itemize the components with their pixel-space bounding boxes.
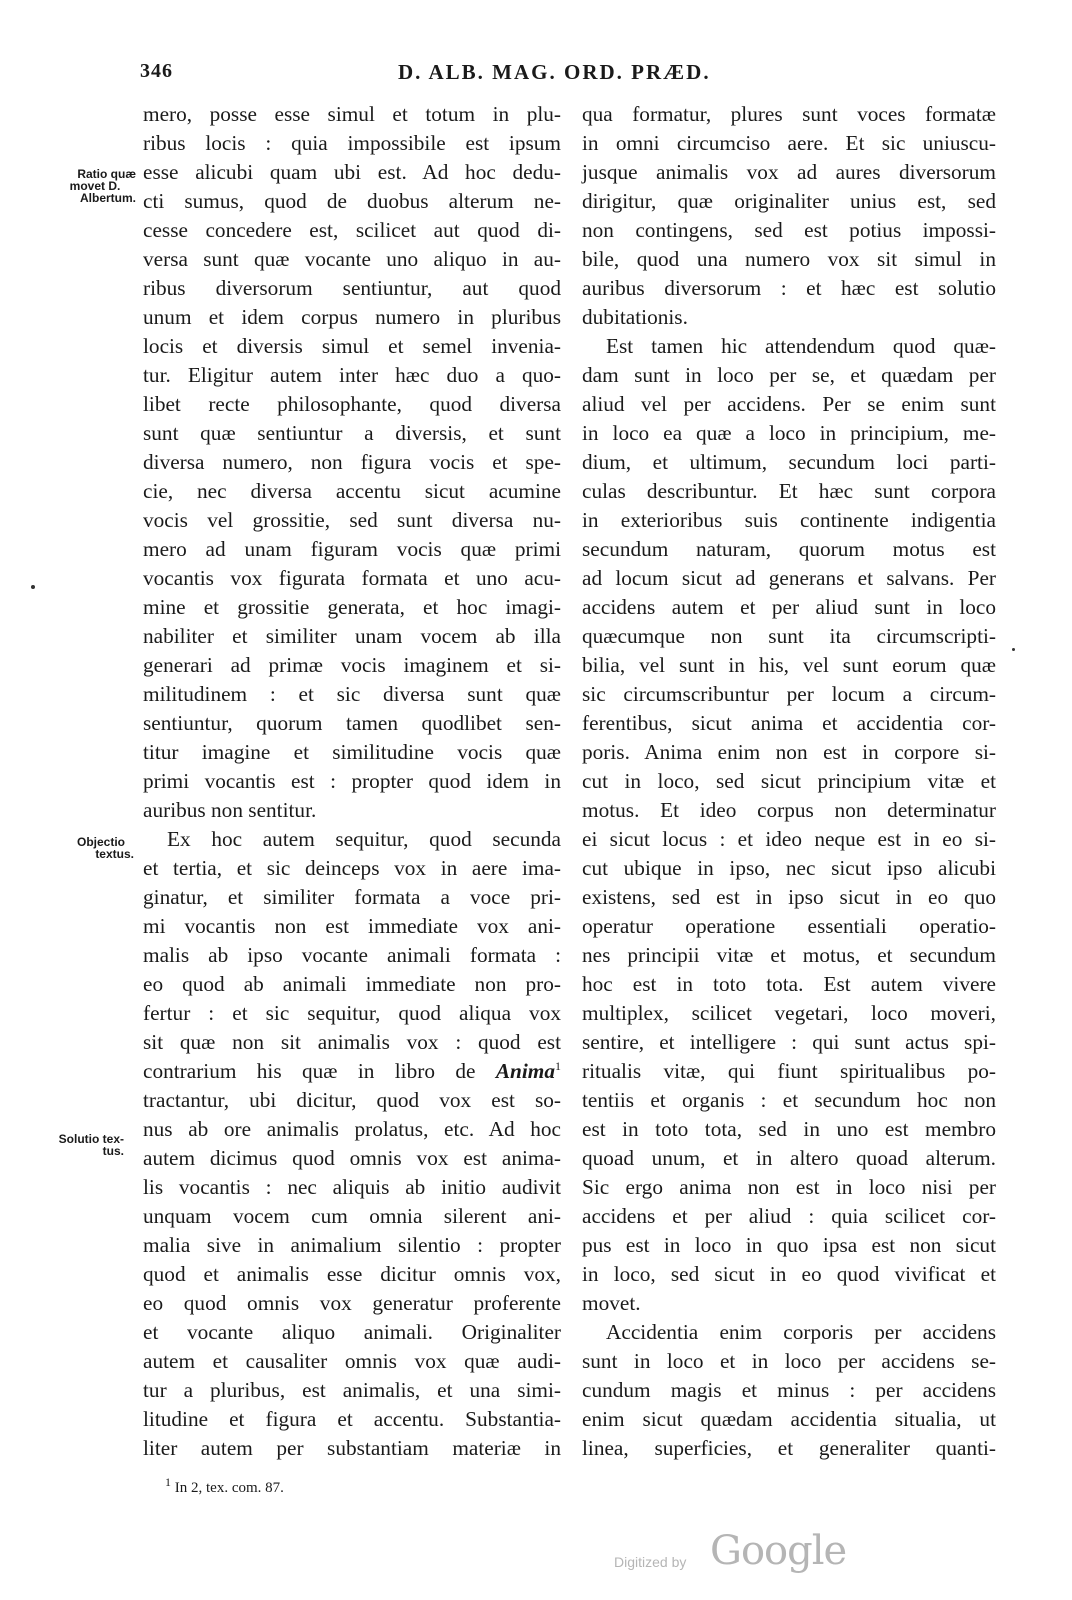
text-line: unum et idem corpus numero in pluribus	[143, 305, 561, 329]
text-line: et vocante aliquo animali. Originaliter	[143, 1320, 561, 1344]
text-line: titur imagine et similitudine vocis quæ	[143, 740, 561, 764]
text-line: cut in loco, sed sicut principium vitæ et	[582, 769, 996, 793]
footnote-marker: 1	[165, 1475, 171, 1489]
margin-note-line: Objectio	[76, 835, 125, 849]
text-line: militudinem : et sic diversa sunt quæ	[143, 682, 561, 706]
margin-note-ratio	[54, 168, 136, 204]
footnote-marker: 1	[555, 1058, 561, 1073]
text-line: libet recte philosophante, quod diversa	[143, 392, 561, 416]
text-line: in loco, sed sicut in eo quod vivificat et	[582, 1262, 996, 1286]
text-line: eo quod ab animali immediate non pro-	[143, 972, 561, 996]
text-line: mine et grossitie generata, et hoc imagi-	[143, 595, 561, 619]
text-line: malis ab ipso vocante animali formata :	[143, 943, 561, 967]
footnote	[165, 1475, 284, 1497]
text-line: bilia, vel sunt in his, vel sunt eorum quæ	[582, 653, 996, 677]
text-line: quæcumque non sunt ita circumscripti-	[582, 624, 996, 648]
text-line: dam sunt in loco per se, et quædam per	[582, 363, 996, 387]
text-line: litudine et figura et accentu. Substantia-	[143, 1407, 561, 1431]
page-header	[0, 60, 1072, 94]
text-line: ferentibus, sicut anima et accidentia cor-	[582, 711, 996, 735]
text-line: sic circumscribuntur per locum a circum-	[582, 682, 996, 706]
text-line: est in toto tota, sed in uno est membro	[582, 1117, 996, 1141]
watermark-google-logo: Google	[710, 1528, 847, 1574]
paragraph	[143, 825, 561, 1057]
text-line: quoad unum, et in altero quoad alterum.	[582, 1146, 996, 1170]
text-line: quod et animalis esse dicitur omnis vox,	[143, 1262, 561, 1286]
paragraph	[582, 332, 996, 1318]
text-line: motus. Et ideo corpus non determinatur	[582, 798, 996, 822]
text-line: ei sicut locus : et ideo neque est in eo si-	[582, 827, 996, 851]
text-line: auribus non sentitur.	[143, 798, 317, 822]
text-line: et tertia, et sic deinceps vox in aere ima-	[143, 856, 561, 880]
margin-note-line: Ratio quæ	[77, 167, 136, 181]
text-line: in loco ea quæ a loco in principium, me-	[582, 421, 996, 445]
text-line: pus est in loco in quo ipsa est non sicut	[582, 1233, 996, 1257]
margin-note-line: movet D.	[69, 179, 121, 193]
text-line: autem et causaliter omnis vox quæ audi-	[143, 1349, 561, 1373]
text-line: culas describuntur. Et hæc sunt corpora	[582, 479, 996, 503]
text-line: locis et diversis simul et semel invenia-	[143, 334, 561, 358]
text-line: cut ubique in ipso, nec sicut ipso alicubi	[582, 856, 996, 880]
text-line: nes principii vitæ et motus, et secundum	[582, 943, 996, 967]
paragraph	[582, 1318, 996, 1463]
text-line: mero ad unam figuram vocis quæ primi	[143, 537, 561, 561]
text-line: hoc est in toto tota. Est autem vivere	[582, 972, 996, 996]
paragraph	[143, 1086, 561, 1463]
text-line: auribus diversorum : et hæc est solutio	[582, 276, 996, 300]
text-line: linea, superficies, et generaliter quanti-	[582, 1436, 996, 1460]
text-line: tur. Eligitur autem inter hæc duo a quo-	[143, 363, 561, 387]
text-line: liter autem per substantiam materiæ in	[143, 1436, 561, 1460]
text-line: vocantis vox figurata formata et uno acu-	[143, 566, 561, 590]
text-line: Est tamen hic attendendum quod quæ-	[606, 334, 996, 358]
text-line: tentiis et organis : et secundum hoc non	[582, 1088, 996, 1112]
paragraph	[143, 100, 561, 825]
book-title-anima: Anima	[495, 1059, 555, 1083]
text-line: accidens et per aliud : quia scilicet cor-	[582, 1204, 996, 1228]
text-line: cesse concedere est, scilicet aut quod di-	[143, 218, 561, 242]
text-line: fertur : et sic sequitur, quod aliqua vox	[143, 1001, 561, 1025]
text-line: Accidentia enim corporis per accidens	[606, 1320, 996, 1344]
text-line: unquam vocem cum omnia silerent ani-	[143, 1204, 561, 1228]
text-line: cie, nec diversa accentu sicut acumine	[143, 479, 561, 503]
text-line: dium, et ultimum, secundum loci parti-	[582, 450, 996, 474]
watermark-small-text: Digitized by	[614, 1554, 687, 1570]
text-line: secundum naturam, quorum motus est	[582, 537, 996, 561]
text-line: ginatur, et similiter formata a voce pri-	[143, 885, 561, 909]
scan-speck	[31, 585, 35, 589]
text-line: primi vocantis est : propter quod idem in	[143, 769, 561, 793]
text-line	[143, 1057, 561, 1086]
text-line: mero, posse esse simul et totum in plu-	[143, 102, 561, 126]
text-line: dubitationis.	[582, 305, 688, 329]
text-line: versa sunt quæ vocante uno aliquo in au-	[143, 247, 561, 271]
text-line: lis vocantis : nec aliquis ab initio audivit	[143, 1175, 561, 1199]
text-line: autem dicimus quod omnis vox est anima-	[143, 1146, 561, 1170]
text-line: generari ad primæ vocis imaginem et si-	[143, 653, 561, 677]
scan-speck	[1012, 648, 1015, 651]
text-line: esse alicubi quam ubi est. Ad hoc dedu-	[143, 160, 561, 184]
text-line: sentiuntur, quorum tamen quodlibet sen-	[143, 711, 561, 735]
text-line: Sic ergo anima non est in loco nisi per	[582, 1175, 996, 1199]
margin-note-line: tus.	[102, 1144, 124, 1158]
paragraph	[582, 100, 996, 332]
text-line: sunt in loco et in loco per accidens se-	[582, 1349, 996, 1373]
text-line: non contingens, sed est potius impossi-	[582, 218, 996, 242]
text-line: movet.	[582, 1291, 641, 1315]
text-line: cundum magis et minus : per accidens	[582, 1378, 996, 1402]
margin-note-line: textus.	[95, 847, 134, 861]
text-line: jusque animalis vox ad aures diversorum	[582, 160, 996, 184]
running-title: D. ALB. MAG. ORD. PRÆD.	[398, 60, 711, 84]
left-text-column	[143, 100, 561, 1463]
text-line: mi vocantis non est immediate vox ani-	[143, 914, 561, 938]
margin-note-objectio	[68, 836, 134, 860]
text-line: poris. Anima enim non est in corpore si-	[582, 740, 996, 764]
right-text-column	[582, 100, 996, 1463]
text-line: existens, sed est in ipso sicut in eo quo	[582, 885, 996, 909]
text-line: sit quæ non sit animalis vox : quod est	[143, 1030, 561, 1054]
text-line: sunt quæ sentiuntur a diversis, et sunt	[143, 421, 561, 445]
text-line: diversa numero, non figura vocis et spe-	[143, 450, 561, 474]
text-line: nabiliter et similiter unam vocem ab illa	[143, 624, 561, 648]
digitized-by-google-watermark	[614, 1528, 874, 1578]
text-line: ad locum sicut ad generans et salvans. Per	[582, 566, 996, 590]
text-line: sentire, et intelligere : qui sunt actus spi-	[582, 1030, 996, 1054]
text-line: in omni circumciso aere. Et sic uniuscu-	[582, 131, 996, 155]
text-line: qua formatur, plures sunt voces formatæ	[582, 102, 996, 126]
text-line: nus ab ore animalis prolatus, etc. Ad hoc	[143, 1117, 561, 1141]
text-line: vocis vel grossitie, sed sunt diversa nu-	[143, 508, 561, 532]
margin-note-solutio	[52, 1133, 124, 1157]
text-line: ribus locis : quia impossibile est ipsum	[143, 131, 561, 155]
footnote-text: In 2, tex. com. 87.	[174, 1480, 284, 1496]
text-line: tur a pluribus, est animalis, et una simi-	[143, 1378, 561, 1402]
text-line: operatur operatione essentiali operatio-	[582, 914, 996, 938]
text-line: ritualis vitæ, qui fiunt spiritualibus po-	[582, 1059, 996, 1083]
text-span: contrarium his quæ in libro de	[143, 1059, 476, 1083]
text-line: tractantur, ubi dicitur, quod vox est so-	[143, 1088, 561, 1112]
text-line: aliud vel per accidens. Per se enim sunt	[582, 392, 996, 416]
text-line: in exterioribus suis continente indigentia	[582, 508, 996, 532]
text-line: ribus diversorum sentiuntur, aut quod	[143, 276, 561, 300]
text-line: bile, quod una numero vox sit simul in	[582, 247, 996, 271]
margin-note-line: Albertum.	[79, 191, 136, 205]
text-line: enim sicut quædam accidentia situalia, ut	[582, 1407, 996, 1431]
text-line: multiplex, scilicet vegetari, loco moveri,	[582, 1001, 996, 1025]
page-number: 346	[140, 60, 173, 82]
text-line: malia sive in animalium silentio : propter	[143, 1233, 561, 1257]
margin-note-line: Solutio tex-	[58, 1132, 124, 1146]
text-line: accidens autem et per aliud sunt in loco	[582, 595, 996, 619]
text-line: dirigitur, quæ originaliter unius est, sed	[582, 189, 996, 213]
text-line: eo quod omnis vox generatur proferente	[143, 1291, 561, 1315]
text-line: Ex hoc autem sequitur, quod secunda	[167, 827, 561, 851]
text-line: cti sumus, quod de duobus alterum ne-	[143, 189, 561, 213]
